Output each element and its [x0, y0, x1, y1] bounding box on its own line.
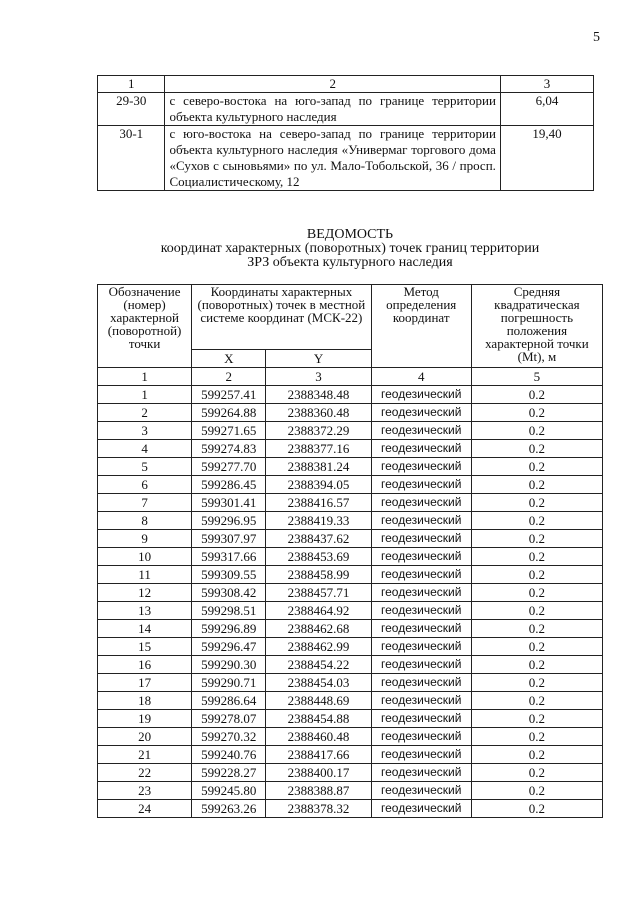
- table-row: [98, 638, 603, 656]
- error-value: 0.2: [471, 584, 602, 602]
- point-number: 5: [98, 458, 192, 476]
- error-value: 0.2: [471, 440, 602, 458]
- coordinates-table: [97, 284, 603, 818]
- column-number: 4: [371, 368, 471, 386]
- segment-length: 19,40: [500, 126, 593, 191]
- coordinate-y: 2388377.16: [266, 440, 371, 458]
- header-point-designation: Обозначение (номер) характерной (поворотной) точки: [98, 285, 192, 368]
- error-value: 0.2: [471, 548, 602, 566]
- coordinate-y: 2388348.48: [266, 386, 371, 404]
- coordinate-y: 2388417.66: [266, 746, 371, 764]
- point-number: 11: [98, 566, 192, 584]
- coordinate-x: 599277.70: [192, 458, 266, 476]
- coordinate-x: 599271.65: [192, 422, 266, 440]
- coordinate-y: 2388454.03: [266, 674, 371, 692]
- error-value: 0.2: [471, 800, 602, 818]
- header-cell: 1: [98, 76, 165, 93]
- point-number: 12: [98, 584, 192, 602]
- segments-table: [97, 75, 594, 191]
- table-row: [98, 656, 603, 674]
- table-row: [98, 458, 603, 476]
- table-header-row: [98, 76, 594, 93]
- error-value: 0.2: [471, 476, 602, 494]
- method: геодезический: [371, 476, 471, 494]
- coordinate-x: 599263.26: [192, 800, 266, 818]
- error-value: 0.2: [471, 566, 602, 584]
- error-value: 0.2: [471, 764, 602, 782]
- method: геодезический: [371, 728, 471, 746]
- error-value: 0.2: [471, 404, 602, 422]
- table-row: [98, 440, 603, 458]
- point-number: 14: [98, 620, 192, 638]
- coordinate-y: 2388378.32: [266, 800, 371, 818]
- table-row: [98, 674, 603, 692]
- coordinate-y: 2388460.48: [266, 728, 371, 746]
- header-cell: 2: [165, 76, 500, 93]
- header-error: Средняя квадратическая погрешность положения характерной точки (Mt), м: [471, 285, 602, 368]
- method: геодезический: [371, 458, 471, 476]
- coordinate-y: 2388462.99: [266, 638, 371, 656]
- point-number: 7: [98, 494, 192, 512]
- segment-id: 30-1: [98, 126, 165, 191]
- coordinate-x: 599298.51: [192, 602, 266, 620]
- column-number: 3: [266, 368, 371, 386]
- coordinate-x: 599296.47: [192, 638, 266, 656]
- title-line-3: ЗРЗ объекта культурного наследия: [247, 255, 453, 270]
- coordinate-x: 599286.45: [192, 476, 266, 494]
- table-row: [98, 800, 603, 818]
- method: геодезический: [371, 404, 471, 422]
- coordinate-x: 599228.27: [192, 764, 266, 782]
- table-row: [98, 746, 603, 764]
- point-number: 24: [98, 800, 192, 818]
- point-number: 6: [98, 476, 192, 494]
- column-number: 1: [98, 368, 192, 386]
- coordinate-y: 2388372.29: [266, 422, 371, 440]
- table-row: [98, 476, 603, 494]
- method: геодезический: [371, 710, 471, 728]
- error-value: 0.2: [471, 638, 602, 656]
- method: геодезический: [371, 530, 471, 548]
- method: геодезический: [371, 746, 471, 764]
- point-number: 17: [98, 674, 192, 692]
- coordinate-y: 2388388.87: [266, 782, 371, 800]
- coordinate-y: 2388437.62: [266, 530, 371, 548]
- point-number: 3: [98, 422, 192, 440]
- table-row: [98, 620, 603, 638]
- error-value: 0.2: [471, 620, 602, 638]
- coordinate-y: 2388400.17: [266, 764, 371, 782]
- table-row: [98, 566, 603, 584]
- method: геодезический: [371, 512, 471, 530]
- table-row: [98, 710, 603, 728]
- error-value: 0.2: [471, 512, 602, 530]
- segment-length: 6,04: [500, 93, 593, 126]
- coordinate-x: 599286.64: [192, 692, 266, 710]
- point-number: 18: [98, 692, 192, 710]
- coordinate-y: 2388360.48: [266, 404, 371, 422]
- error-value: 0.2: [471, 692, 602, 710]
- point-number: 9: [98, 530, 192, 548]
- coordinate-y: 2388454.88: [266, 710, 371, 728]
- error-value: 0.2: [471, 728, 602, 746]
- method: геодезический: [371, 764, 471, 782]
- title-line-1: ВЕДОМОСТЬ: [306, 227, 394, 242]
- table-row: [98, 584, 603, 602]
- header-cell: 3: [500, 76, 593, 93]
- method: геодезический: [371, 638, 471, 656]
- table-row: [98, 126, 594, 191]
- title-line-2: координат характерных (поворотных) точек границ территории: [160, 241, 540, 256]
- table-row: [98, 386, 603, 404]
- coordinate-x: 599278.07: [192, 710, 266, 728]
- header-coordinates: Координаты характерных (поворотных) точек в местной системе координат (МСК-22): [192, 285, 371, 350]
- coordinate-y: 2388457.71: [266, 584, 371, 602]
- column-number-row: [98, 368, 603, 386]
- coordinate-y: 2388462.68: [266, 620, 371, 638]
- point-number: 2: [98, 404, 192, 422]
- error-value: 0.2: [471, 746, 602, 764]
- method: геодезический: [371, 692, 471, 710]
- coordinate-x: 599290.71: [192, 674, 266, 692]
- error-value: 0.2: [471, 782, 602, 800]
- point-number: 10: [98, 548, 192, 566]
- coordinate-x: 599307.97: [192, 530, 266, 548]
- table-row: [98, 422, 603, 440]
- table-row: [98, 764, 603, 782]
- coordinate-y: 2388453.69: [266, 548, 371, 566]
- coordinate-y: 2388464.92: [266, 602, 371, 620]
- document-title: [97, 228, 603, 270]
- table-row: [98, 512, 603, 530]
- coordinate-x: 599317.66: [192, 548, 266, 566]
- point-number: 4: [98, 440, 192, 458]
- point-number: 13: [98, 602, 192, 620]
- method: геодезический: [371, 674, 471, 692]
- error-value: 0.2: [471, 386, 602, 404]
- header-x: X: [192, 350, 266, 368]
- error-value: 0.2: [471, 674, 602, 692]
- coordinate-y: 2388394.05: [266, 476, 371, 494]
- segment-id: 29-30: [98, 93, 165, 126]
- coordinate-x: 599257.41: [192, 386, 266, 404]
- method: геодезический: [371, 656, 471, 674]
- coordinate-x: 599264.88: [192, 404, 266, 422]
- table-row: [98, 602, 603, 620]
- error-value: 0.2: [471, 458, 602, 476]
- coordinate-y: 2388448.69: [266, 692, 371, 710]
- point-number: 16: [98, 656, 192, 674]
- header-method: Метод определения координат: [371, 285, 471, 368]
- point-number: 21: [98, 746, 192, 764]
- error-value: 0.2: [471, 602, 602, 620]
- table-row: [98, 494, 603, 512]
- method: геодезический: [371, 440, 471, 458]
- coordinate-y: 2388381.24: [266, 458, 371, 476]
- coordinate-x: 599309.55: [192, 566, 266, 584]
- coordinate-y: 2388458.99: [266, 566, 371, 584]
- point-number: 20: [98, 728, 192, 746]
- table-row: [98, 404, 603, 422]
- method: геодезический: [371, 584, 471, 602]
- error-value: 0.2: [471, 422, 602, 440]
- coordinates-body: [98, 386, 603, 818]
- table-row: [98, 530, 603, 548]
- coordinate-x: 599290.30: [192, 656, 266, 674]
- page-number: 5: [593, 30, 600, 45]
- method: геодезический: [371, 800, 471, 818]
- method: геодезический: [371, 566, 471, 584]
- point-number: 19: [98, 710, 192, 728]
- coordinate-y: 2388416.57: [266, 494, 371, 512]
- coordinate-x: 599296.95: [192, 512, 266, 530]
- method: геодезический: [371, 548, 471, 566]
- error-value: 0.2: [471, 494, 602, 512]
- coordinate-y: 2388454.22: [266, 656, 371, 674]
- header-y: Y: [266, 350, 371, 368]
- error-value: 0.2: [471, 656, 602, 674]
- coordinate-x: 599245.80: [192, 782, 266, 800]
- error-value: 0.2: [471, 530, 602, 548]
- coordinate-x: 599308.42: [192, 584, 266, 602]
- table-row: [98, 692, 603, 710]
- error-value: 0.2: [471, 710, 602, 728]
- point-number: 8: [98, 512, 192, 530]
- segment-description: с юго-востока на северо-запад по границе территории объекта культурного наследия «Универмаг торгового дома «Сухов с сыновьями» по ул. Мало-Тобольской, 36 / просп. Социалистическому, 12: [165, 126, 500, 191]
- table-row: [98, 728, 603, 746]
- table-row: [98, 782, 603, 800]
- table-row: [98, 93, 594, 126]
- method: геодезический: [371, 620, 471, 638]
- table-header-row: [98, 285, 603, 350]
- method: геодезический: [371, 782, 471, 800]
- point-number: 15: [98, 638, 192, 656]
- method: геодезический: [371, 494, 471, 512]
- method: геодезический: [371, 422, 471, 440]
- coordinate-x: 599240.76: [192, 746, 266, 764]
- coordinate-x: 599301.41: [192, 494, 266, 512]
- coordinate-x: 599274.83: [192, 440, 266, 458]
- table-row: [98, 548, 603, 566]
- point-number: 1: [98, 386, 192, 404]
- point-number: 22: [98, 764, 192, 782]
- coordinate-y: 2388419.33: [266, 512, 371, 530]
- point-number: 23: [98, 782, 192, 800]
- segment-description: с северо-востока на юго-запад по границе территории объекта культурного наследия: [165, 93, 500, 126]
- method: геодезический: [371, 602, 471, 620]
- method: геодезический: [371, 386, 471, 404]
- column-number: 5: [471, 368, 602, 386]
- column-number: 2: [192, 368, 266, 386]
- coordinate-x: 599270.32: [192, 728, 266, 746]
- coordinate-x: 599296.89: [192, 620, 266, 638]
